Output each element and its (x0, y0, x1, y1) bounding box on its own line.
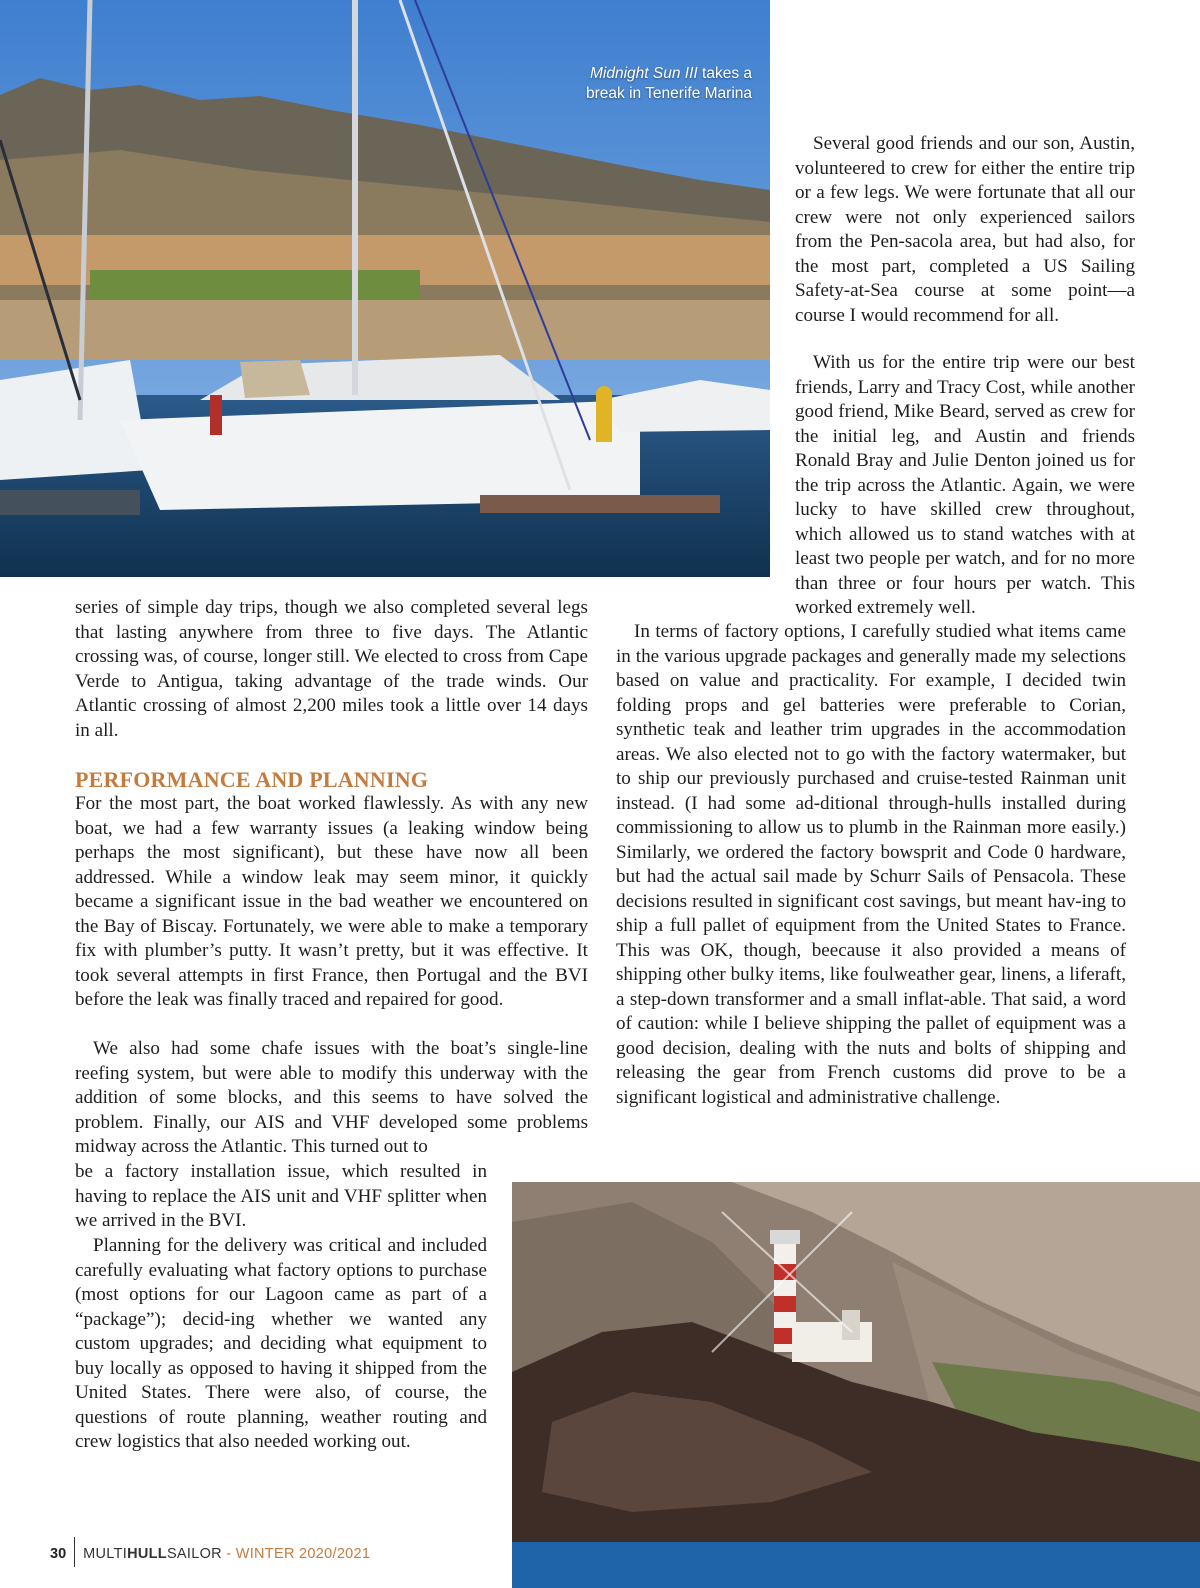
section-heading: PERFORMANCE AND PLANNING (75, 767, 429, 792)
left-column-paragraph-4 (75, 1234, 487, 1455)
lighthouse-photo-art (512, 1182, 1200, 1588)
right-column-paragraph-3 (616, 620, 1126, 1110)
right-column-paragraph-1 (795, 132, 1135, 328)
caption-boat-name: Midnight Sun III (590, 65, 698, 82)
lighthouse-photo (512, 1182, 1200, 1588)
marina-photo (0, 0, 770, 577)
page-number: 30 (50, 1546, 67, 1562)
page-footer (50, 1537, 370, 1567)
magazine-name-part3: SAILOR (166, 1546, 222, 1562)
right-p1-text: Several good friends and our son, Austin, volunteered to crew for either the entire trip or a few legs. We were fortunate that all our crew were not only experienced sailors from the Pen-sacola area, but had also, for the most part, completed a US Sailing Safety-at-Sea course at some point—a course I would recommend for all. (795, 133, 1135, 326)
left-p1-text: series of simple day trips, though we also completed several legs that lasting anywhere from three to five days. The Atlantic crossing was, of course, longer still. We elected to cross from Cape Verde to Antigua, taking advantage of the trade winds. Our Atlantic crossing of almost 2,200 miles took a little over 14 days in all. (75, 597, 588, 741)
caption-line1: takes a (697, 65, 752, 82)
photo-caption (586, 64, 752, 104)
left-p3a-text: We also had some chafe issues with the boat’s single-line reefing system, but were able to modify this underway with the addition of some blocks, and this seems to have solved the problem. Finally, our AIS and VHF developed some problems midway across the Atlantic. This turned out to (75, 1038, 588, 1157)
issue-label: - WINTER 2020/2021 (221, 1546, 371, 1562)
right-p3-text: In terms of factory options, I carefully studied what items came in the various upgrade packages and generally made my selections based on value and practicality. For example, I decided twin folding props and gel batteries were preferable to Corian, synthetic teak and leather trim upgrades in the accommodation areas. We also elected not to go with the factory watermaker, but to ship our previously purchased and cruise-tested Rainman unit instead. (I had some ad-ditional through-hulls installed during commissioning to allow us to plumb in the Rainman more easily.) Similarly, we ordered the factory bowsprit and Code 0 hardware, but had the actual sail made by Schurr Sails of Pensacola. These decisions resulted in significant cost savings, but meant hav-ing to ship a full pallet of equipment from the United States to France. This was OK, though, beecause it also provided a means of shipping other bulky items, like foulweather gear, linens, a liferaft, a step-down transformer and a small inflat-able. That said, a word of caution: while I believe shipping the pallet of equipment was a good decision, dealing with the nuts and bolts of shipping and releasing the gear from French customs did prove to be a significant logistical and administrative challenge. (616, 621, 1126, 1108)
caption-line2: break in Tenerife Marina (586, 85, 752, 102)
magazine-name-part2: HULL (127, 1546, 167, 1562)
left-column-paragraph-1 (75, 596, 588, 743)
left-column-paragraph-3a (75, 1037, 588, 1160)
left-column-paragraph-2 (75, 792, 588, 1013)
right-column-paragraph-2 (795, 351, 1135, 621)
footer-divider (74, 1537, 75, 1567)
magazine-name-part1: MULTI (83, 1546, 128, 1562)
left-column-paragraph-3b (75, 1160, 487, 1234)
left-p3b-text: be a factory installation issue, which resulted in having to replace the AIS unit and VHF splitter when we arrived in the BVI. (75, 1161, 487, 1231)
right-p2-text: With us for the entire trip were our best friends, Larry and Tracy Cost, while another good friend, Mike Beard, served as crew for the initial leg, and Austin and friends Ronald Bray and Julie Denton joined us for the trip across the Atlantic. Again, we were lucky to have skilled crew throughout, which allowed us to stand watches with at least two people per watch, and for no more than three or four hours per watch. This worked extremely well. (795, 352, 1135, 618)
left-p4-text: Planning for the delivery was critical and included carefully evaluating what factory options to purchase (most options for our Lagoon came as part of a “package”); decid-ing whether we wanted any custom upgrades; and deciding what equipment to buy locally as opposed to having it shipped from the United States. There were also, of course, the questions of route planning, weather routing and crew logistics that also needed working out. (75, 1235, 487, 1452)
left-p2-text: For the most part, the boat worked flawlessly. As with any new boat, we had a few warranty issues (a leaking window being perhaps the most significant), but these have now all been addressed. While a window leak may seem minor, it quickly became a significant issue in the bad weather we encountered on the Bay of Biscay. Fortunately, we were able to make a temporary fix with plumber’s putty. It wasn’t pretty, but it was effective. It took several attempts in first France, then Portugal and the BVI before the leak was finally traced and repaired for good. (75, 793, 588, 1010)
